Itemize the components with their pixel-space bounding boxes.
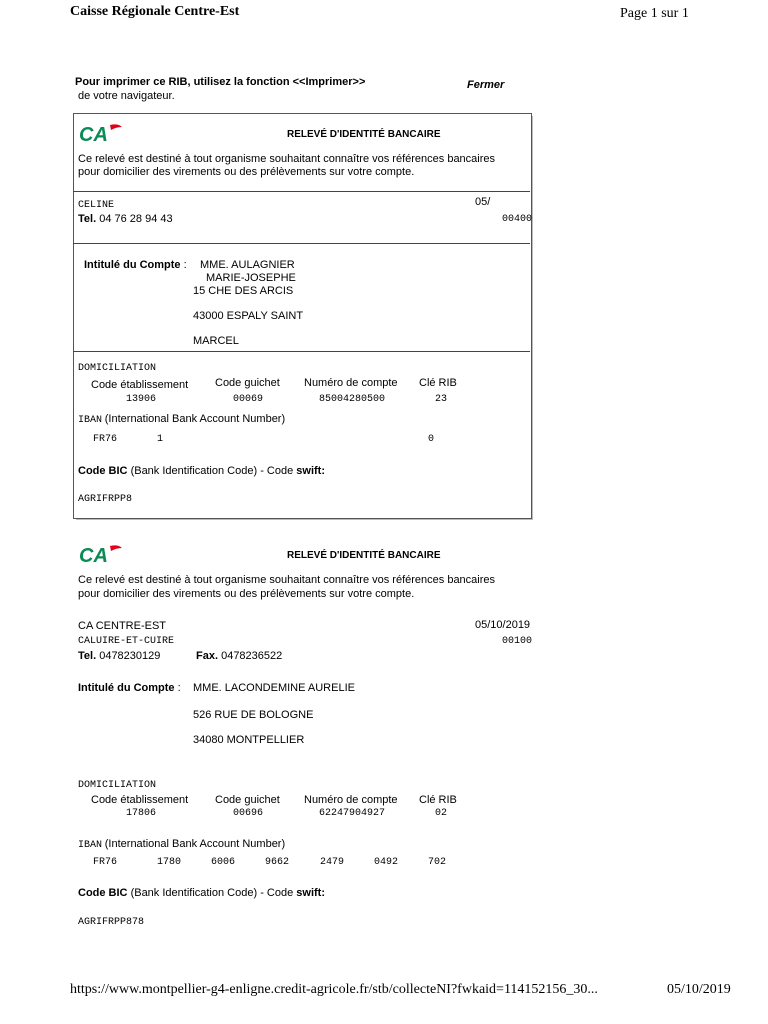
svg-text:CA: CA <box>79 545 108 566</box>
bic-label: Code BIC <box>78 465 128 477</box>
numero-compte: 62247904927 <box>319 808 386 819</box>
col-cle-rib: Clé RIB <box>419 377 457 389</box>
bank-header: Caisse Régionale Centre-Est <box>70 4 240 19</box>
agency-name: CELINE <box>78 200 115 211</box>
divider <box>73 243 530 244</box>
col-cle-rib: Clé RIB <box>419 794 457 806</box>
rib-title: RELEVÉ D'IDENTITÉ BANCAIRE <box>287 129 441 140</box>
rib-intro-cont: pour domicilier des virements ou des prélèvements sur votre compte. <box>78 166 415 178</box>
holder-city-cont: MARCEL <box>193 335 239 347</box>
swift-label: swift: <box>296 887 326 899</box>
holder-city: 43000 ESPALY SAINT <box>193 310 304 322</box>
iban-part: 1 <box>157 434 164 445</box>
col-compte: Numéro de compte <box>304 377 398 389</box>
holder-label: Intitulé du Compte <box>78 682 175 694</box>
holder-label-line <box>84 259 187 271</box>
bic-label: Code BIC <box>78 887 128 899</box>
fax-value: 0478236522 <box>221 650 283 662</box>
numero-compte: 85004280500 <box>319 394 386 405</box>
iban-part: 1780 <box>157 857 182 868</box>
page-indicator: Page 1 sur 1 <box>620 6 689 21</box>
holder-name: MME. AULAGNIER <box>200 259 295 271</box>
domiciliation-label: DOMICILIATION <box>78 363 157 374</box>
code-etablissement: 13906 <box>126 394 157 405</box>
iban-part: 6006 <box>211 857 236 868</box>
bic-code: AGRIFRPP878 <box>78 917 145 928</box>
rib-date: 05/ <box>475 196 491 208</box>
holder-name-cont: MARIE-JOSEPHE <box>206 272 296 284</box>
iban-desc: (International Bank Account Number) <box>104 413 286 425</box>
agency-fax <box>196 650 282 662</box>
rib-intro: Ce relevé est destiné à tout organisme souhaitant connaître vos références bancaires <box>78 153 496 165</box>
holder-sep: : <box>177 682 181 694</box>
close-link[interactable]: Fermer <box>467 79 505 91</box>
rib-title: RELEVÉ D'IDENTITÉ BANCAIRE <box>287 550 441 561</box>
code-etablissement: 17806 <box>126 808 157 819</box>
iban-label-line <box>78 413 285 426</box>
bic-desc: (Bank Identification Code) - Code <box>130 465 294 477</box>
holder-city: 34080 MONTPELLIER <box>193 734 305 746</box>
fax-label: Fax. <box>196 650 219 662</box>
col-guichet: Code guichet <box>215 377 280 389</box>
holder-sep: : <box>183 259 187 271</box>
tel-value: 0478230129 <box>99 650 161 662</box>
credit-agricole-logo <box>78 121 124 145</box>
agency-city: CALUIRE-ET-CUIRE <box>78 636 175 647</box>
credit-agricole-logo <box>78 542 124 566</box>
iban-desc: (International Bank Account Number) <box>104 838 286 850</box>
holder-address: 15 CHE DES ARCIS <box>193 285 294 297</box>
tel-label: Tel. <box>78 650 97 662</box>
agency-name: CA CENTRE-EST <box>78 620 167 632</box>
holder-address: 526 RUE DE BOLOGNE <box>193 709 314 721</box>
print-instruction-cont: de votre navigateur. <box>78 90 175 102</box>
holder-name: MME. LACONDEMINE AURELIE <box>193 682 355 694</box>
col-guichet: Code guichet <box>215 794 280 806</box>
iban-label: IBAN <box>78 840 103 851</box>
iban-part: 0 <box>428 434 435 445</box>
rib-intro: Ce relevé est destiné à tout organisme souhaitant connaître vos références bancaires <box>78 574 496 586</box>
col-etablissement: Code établissement <box>91 379 189 391</box>
bic-code: AGRIFRPP8 <box>78 494 133 505</box>
tel-value: 04 76 28 94 43 <box>99 213 173 225</box>
code-guichet: 00696 <box>233 808 264 819</box>
agency-phone <box>78 213 173 225</box>
cle-rib: 02 <box>435 808 448 819</box>
col-etablissement: Code établissement <box>91 794 189 806</box>
footer-date: 05/10/2019 <box>667 982 731 997</box>
iban-part: FR76 <box>93 857 118 868</box>
cle-rib: 23 <box>435 394 448 405</box>
bic-label-line <box>78 887 325 899</box>
agency-code: 00400 <box>502 214 533 225</box>
iban-label: IBAN <box>78 415 103 426</box>
agency-code: 00100 <box>502 636 533 647</box>
domiciliation-label: DOMICILIATION <box>78 780 157 791</box>
rib-intro-cont: pour domicilier des virements ou des prélèvements sur votre compte. <box>78 588 415 600</box>
divider <box>73 351 530 352</box>
footer-url: https://www.montpellier-g4-enligne.credit-agricole.fr/stb/collecteNI?fwkaid=114152156_30... <box>70 982 598 997</box>
iban-part: 0492 <box>374 857 399 868</box>
agency-phone <box>78 650 160 662</box>
rib-date: 05/10/2019 <box>475 619 531 631</box>
swift-label: swift: <box>296 465 326 477</box>
col-compte: Numéro de compte <box>304 794 398 806</box>
code-guichet: 00069 <box>233 394 264 405</box>
iban-part: 702 <box>428 857 447 868</box>
holder-label-line <box>78 682 181 694</box>
divider <box>73 191 530 192</box>
iban-part: FR76 <box>93 434 118 445</box>
svg-text:CA: CA <box>79 124 108 145</box>
bic-desc: (Bank Identification Code) - Code <box>130 887 294 899</box>
holder-label: Intitulé du Compte <box>84 259 181 271</box>
iban-part: 2479 <box>320 857 345 868</box>
bic-label-line <box>78 465 325 477</box>
iban-part: 9662 <box>265 857 290 868</box>
tel-label: Tel. <box>78 213 97 225</box>
iban-label-line <box>78 838 285 851</box>
print-instruction: Pour imprimer ce RIB, utilisez la fonction <<Imprimer>> <box>75 76 366 88</box>
